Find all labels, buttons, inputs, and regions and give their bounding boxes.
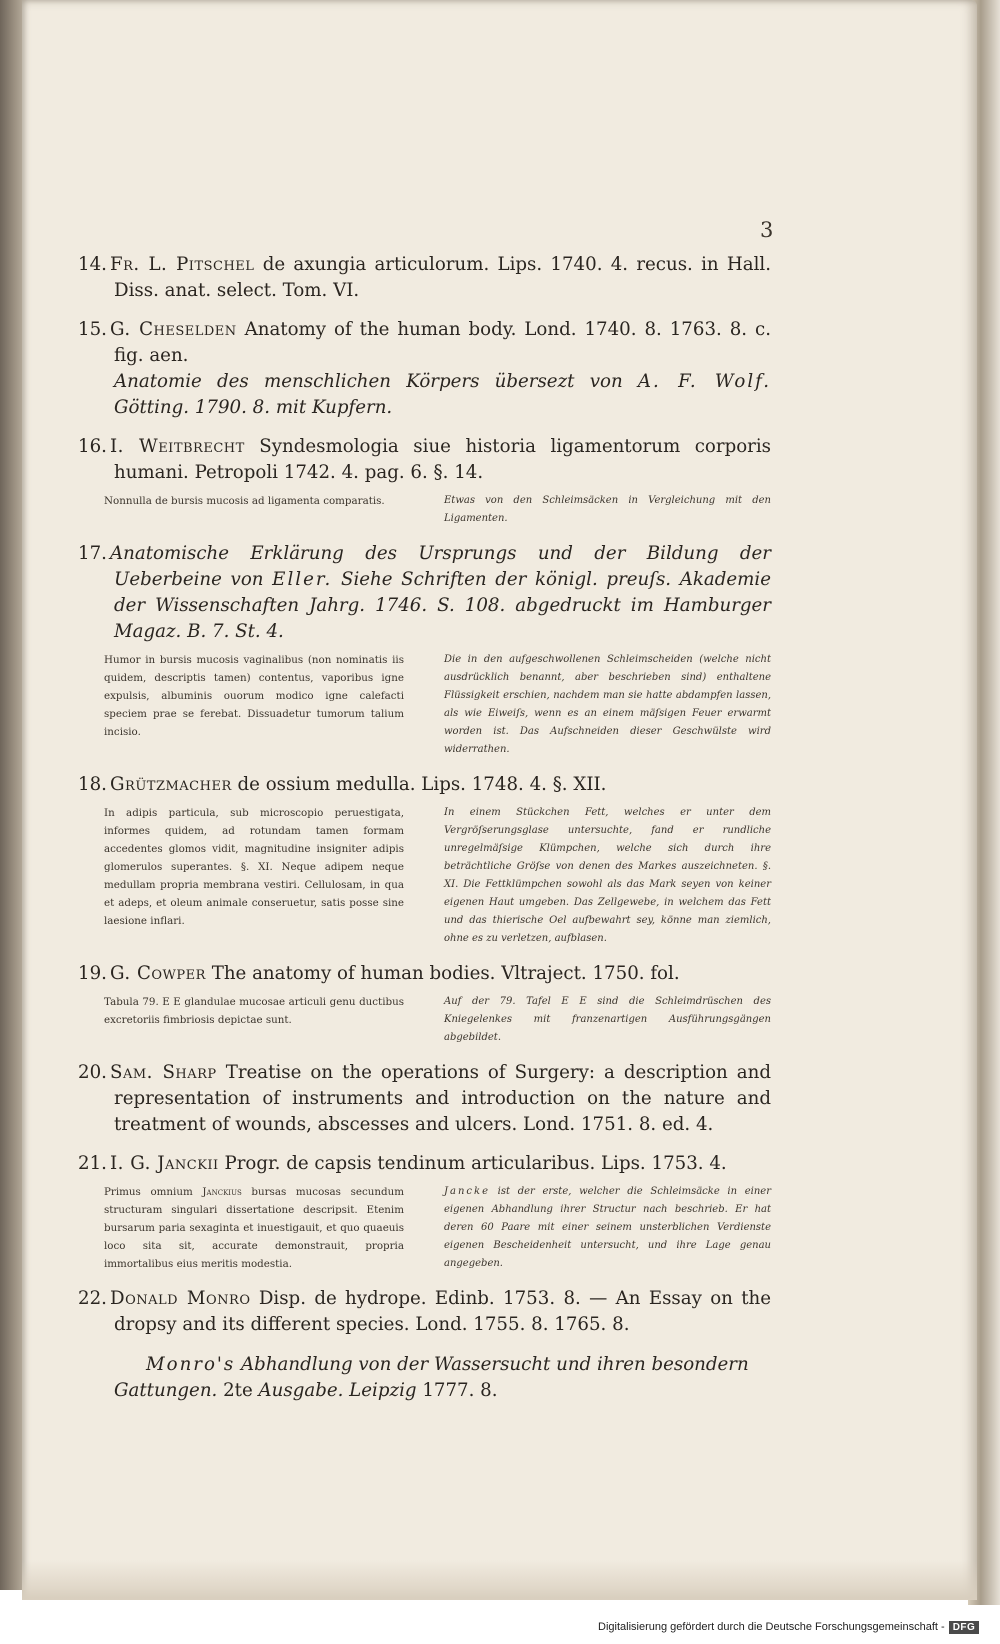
entry-author: I. Weitbrecht — [110, 436, 245, 457]
translation-text: Anatomie des menschlichen Körpers übersezt von — [114, 371, 638, 392]
entry-16 — [78, 434, 771, 528]
entry-notes — [104, 1183, 771, 1273]
entry-18 — [78, 772, 771, 948]
bibliography-list — [78, 252, 771, 1417]
entry-number: 20. — [78, 1062, 107, 1083]
german-note: Etwas von den Schleimsäcken in Vergleichung mit den Ligamenten. — [444, 495, 771, 524]
translation-title: Abhandlung von der Wassersucht und ihren besondern Gattungen. — [114, 1354, 749, 1401]
entry-notes — [104, 993, 771, 1047]
latin-note: In adipis particula, sub microscopio peruestigata, informes quidem, ad rotundam tamen formam accedentes glomos vidit, magnitudine insigniter adipis glomerulos superantes. §. XI. Neque adipem neque medullam propria membrana vestiri. Cellulosam, in qua et adeps, et oleum animale conseruetur, satis posse sine laesione inflari. — [104, 807, 404, 927]
entry-number: 22. — [78, 1288, 107, 1309]
latin-note — [104, 1183, 404, 1273]
entry-author: G. Cheselden — [110, 319, 237, 340]
german-note-name: Jancke — [444, 1186, 490, 1197]
entry-author: Sam. Sharp — [110, 1062, 217, 1083]
digitization-credit — [598, 1621, 979, 1634]
entry-heading — [78, 252, 771, 304]
entry-number: 17. — [78, 543, 107, 564]
entry-text: Treatise on the operations of Surgery: a description and representation of instruments and introduction on the nature and treatment of wounds, abscesses and ulcers. Lond. 1751. 8. ed. 4. — [114, 1062, 771, 1135]
page-bottom-shadow — [22, 1560, 977, 1600]
latin-note: Tabula 79. E E glandulae mucosae articuli genu ductibus excretoriis fimbriosis depictae sunt. — [104, 996, 404, 1026]
translator-name: A. F. Wolf. — [637, 371, 771, 392]
latin-note-text-cont: bursas mucosas secundum structuram singulari dissertatione descripsit. Etenim bursarum paria sexaginta et inuestigauit, et quo quaeuis loco sita sit, accurate demonstrauit, propria immortalibus eius meritis modestia. — [104, 1186, 405, 1270]
entry-author: Donald Monro — [110, 1288, 251, 1309]
entry-heading — [78, 541, 771, 645]
entry-text: de axungia articulorum. Lips. 1740. 4. recus. in Hall. Diss. anat. select. Tom. VI. — [114, 254, 771, 301]
entry-number: 19. — [78, 963, 107, 984]
translation-imprint: Götting. 1790. 8. mit Kupfern. — [114, 397, 393, 418]
latin-note: Humor in bursis mucosis vaginalibus (non nominatis iis quidem, descriptis tamen) contentus, vaporibus igne expulsis, albuminis ouorum modico igne calefacti speciem prae se ferebat. Dissuadetur tumorum talium incisio. — [104, 654, 404, 738]
entry-15 — [78, 317, 771, 421]
entry-notes — [104, 492, 771, 528]
german-note-text: ist der erste, welcher die Schleimsäcke in einer eigenen Abhandlung ihrer Structur nach beschrieb. Er hat deren 60 Paare mit einer seinem unsterblichen Verdienste eigenen Bescheidenheit untersucht, und ihre Lage genau angegeben. — [444, 1186, 771, 1269]
entry-notes — [104, 804, 771, 948]
entry-author: Eller. — [272, 569, 333, 590]
entry-text: Anatomy of the human body. Lond. 1740. 8. 1763. 8. c. fig. aen. — [114, 319, 771, 366]
latin-note-text: Primus omnium — [104, 1186, 203, 1198]
entry-translation — [78, 369, 771, 421]
dfg-logo: DFG — [949, 1621, 980, 1634]
translation-author: Monro's — [146, 1354, 236, 1375]
entry-number: 16. — [78, 436, 107, 457]
entry-heading — [78, 317, 771, 369]
entry-text: de ossium medulla. Lips. 1748. 4. §. XII. — [231, 774, 607, 795]
entry-author: Fr. L. Pitschel — [110, 254, 255, 275]
entry-text: Disp. de hydrope. Edinb. 1753. 8. — An Essay on the dropsy and its different species. Lond. 1755. 8. 1765. 8. — [114, 1288, 771, 1335]
entry-author: I. G. Janckii — [110, 1153, 219, 1174]
entry-22 — [78, 1286, 771, 1404]
latin-note: Nonnulla de bursis mucosis ad ligamenta comparatis. — [104, 495, 385, 507]
translation-year: 1777. 8. — [416, 1380, 498, 1401]
entry-heading — [78, 1286, 771, 1338]
entry-heading — [78, 434, 771, 486]
entry-14 — [78, 252, 771, 304]
german-note: In einem Stückchen Fett, welches er unter dem Vergröſserungsglase untersuchte, fand er rundliche unregelmäſsige Klümpchen, welche sich durch ihre beträchtliche Gröſse von denen des Markes auszeichneten. §. XI. Die Fettklümpchen sowohl als das Mark seyen von keiner eigenen Haut umgeben. Das Zellgewebe, in welchem das Fett und das thierische Oel aufbewahrt sey, könne man ziemlich, ohne es zu verletzen, aufblasen. — [444, 807, 771, 944]
entry-heading — [78, 772, 771, 798]
entry-text: The anatomy of human bodies. Vltraject. 1750. fol. — [205, 963, 680, 984]
entry-20 — [78, 1060, 771, 1138]
entry-author: Grützmacher — [110, 774, 232, 795]
latin-note-name: Janckius — [202, 1186, 242, 1198]
entry-number: 18. — [78, 774, 107, 795]
entry-notes — [104, 651, 771, 759]
entry-19 — [78, 961, 771, 1047]
entry-text: Progr. de capsis tendinum articularibus. Lips. 1753. 4. — [218, 1153, 727, 1174]
entry-heading — [78, 1060, 771, 1138]
entry-number: 15. — [78, 319, 107, 340]
entry-21 — [78, 1151, 771, 1273]
german-note: Die in den aufgeschwollenen Schleimscheiden (welche nicht ausdrücklich benannt, aber beschrieben sind) enthaltene Flüssigkeit erschien, nachdem man sie hatte abdampfen lassen, als wie Eiweiſs, wenn es an einem mäſsigen Feuer erwarmt worden ist. Das Aufschneiden dieser Geschwülste wird widerrathen. — [444, 654, 771, 755]
entry-text: Syndesmologia siue historia ligamentorum corporis humani. Petropoli 1742. 4. pag. 6. §. 14. — [114, 436, 772, 483]
entry-number: 21. — [78, 1153, 107, 1174]
german-note — [444, 1183, 771, 1273]
entry-number: 14. — [78, 254, 107, 275]
entry-author: G. Cowper — [110, 963, 206, 984]
credit-text: Digitalisierung gefördert durch die Deutsche Forschungsgemeinschaft - — [598, 1621, 945, 1633]
german-note: Auf der 79. Tafel E E sind die Schleimdrüschen des Kniegelenkes mit franzenartigen Ausführungsgängen abgebildet. — [444, 996, 771, 1043]
entry-heading — [78, 1151, 771, 1177]
entry-translation — [78, 1352, 771, 1404]
translation-place: Ausgabe. Leipzig — [258, 1380, 417, 1401]
entry-17 — [78, 541, 771, 759]
entry-text-cont: Siehe Schriften der königl. preuſs. Akademie der Wissenschaften Jahrg. 1746. S. 108. abgedruckt im Hamburger Magaz. B. 7. St. 4. — [114, 569, 771, 642]
entry-heading — [78, 961, 771, 987]
page-number: 3 — [760, 218, 774, 242]
translation-edition: 2te — [217, 1380, 259, 1401]
entry-text: Anatomische Erklärung des Ursprungs und der Bildung der Ueberbeine von — [110, 543, 771, 590]
